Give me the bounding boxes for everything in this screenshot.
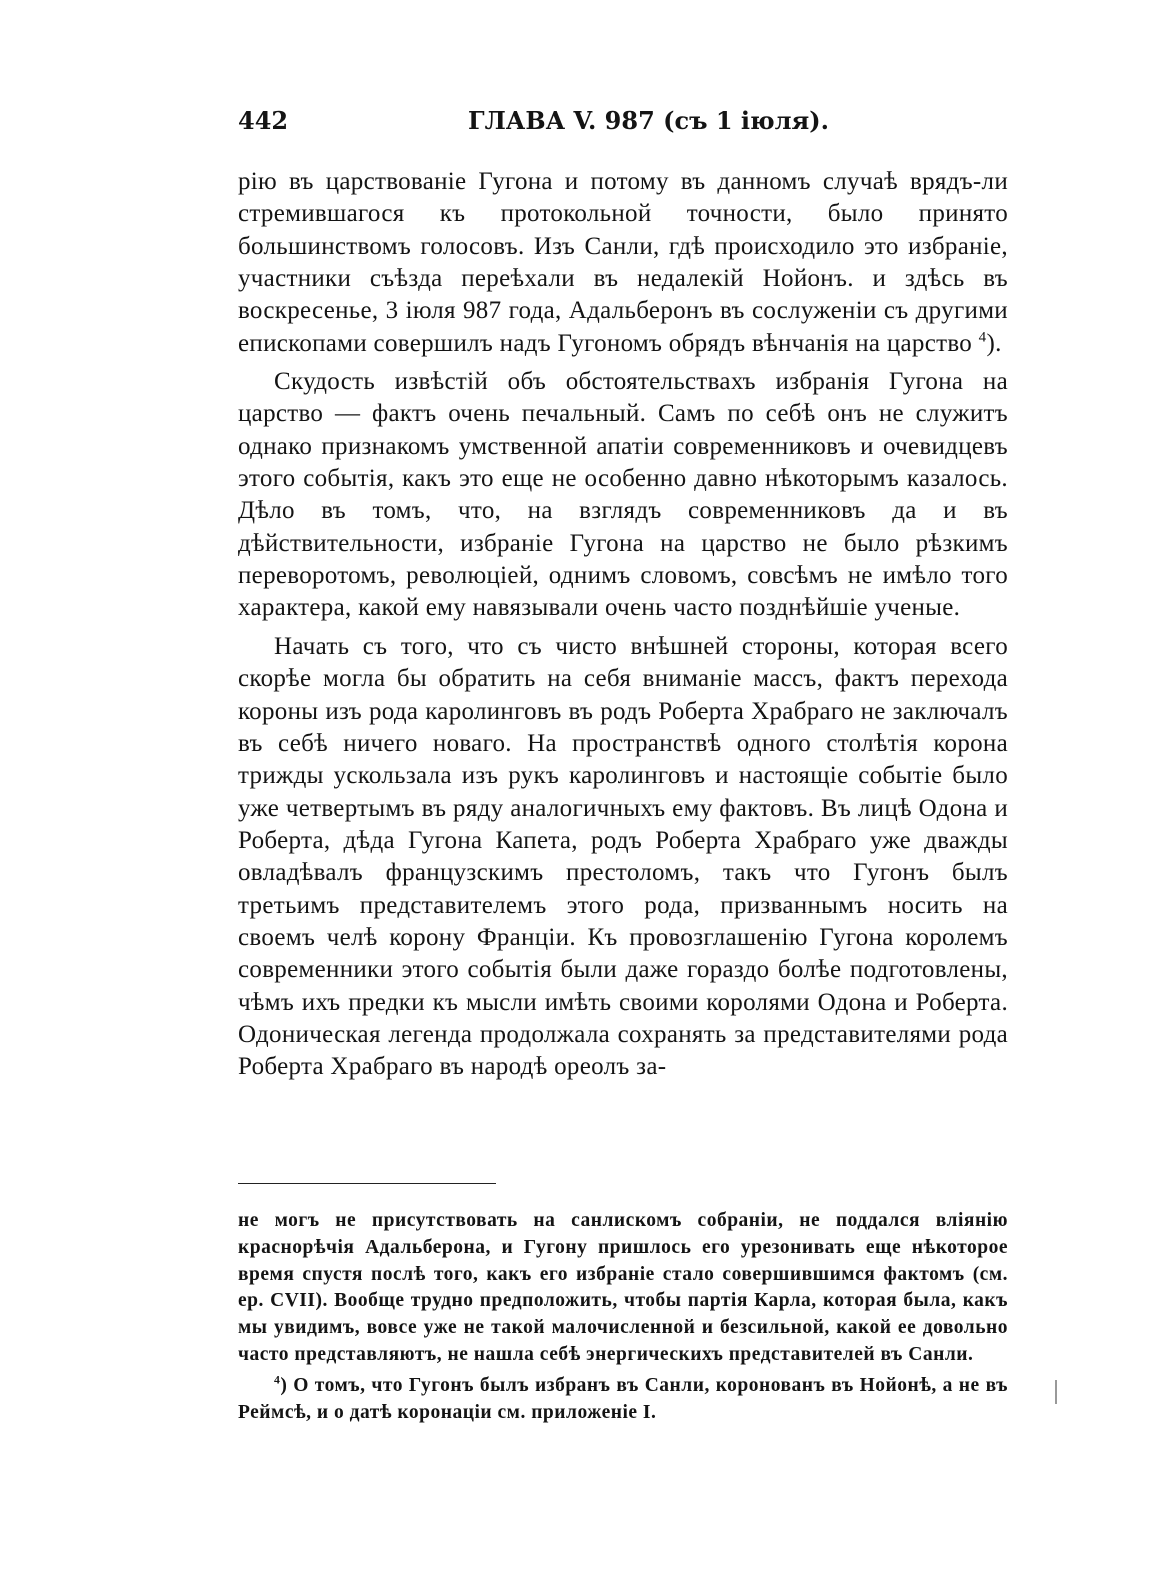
footnote-4-text: ) О томъ, что Гугонъ былъ избранъ въ Санли, коронованъ въ Нойонѣ, а не въ Реймсѣ, и о датѣ коронаціи см. приложеніе I. bbox=[238, 1374, 1008, 1423]
running-head: ГЛАВА V. 987 (съ 1 іюля). bbox=[468, 106, 829, 135]
footnote-ref-4: 4 bbox=[978, 329, 987, 346]
paragraph-1 bbox=[238, 166, 1008, 360]
footnote-continuation: не могъ не присутствовать на санлискомъ собраніи, не поддался вліянію краснорѣчія Адальберона, и Гугону пришлось его урезонивать еще нѣкоторое время спустя послѣ того, какъ его избраніе стало совершившимся фактомъ (см. ер. CVII). Вообще трудно предположить, чтобы партія Карла, которая была, какъ мы увидимъ, вовсе уже не такой малочисленной и безсильной, какой ее довольно часто представляютъ, не нашла себѣ энергическихъ представителей въ Санли. bbox=[238, 1210, 1008, 1365]
footnote-4-marker: 4 bbox=[274, 1373, 281, 1387]
paragraph-2: Скудость извѣстій объ обстоятельствахъ избранія Гугона на царство — фактъ очень печальный. Самъ по себѣ онъ не служитъ однако признакомъ умственной апатіи современниковъ и очевидцевъ этого событія, какъ это еще не особенно давно нѣкоторымъ казалось. Дѣло въ томъ, что, на взглядъ современниковъ да и въ дѣйствительности, избраніе Гугона на царство не было рѣзкимъ переворотомъ, революціей, однимъ словомъ, совсѣмъ не имѣло того характера, какой ему навязывали очень часто позднѣйшіе ученые. bbox=[238, 368, 1008, 622]
margin-mark bbox=[1055, 1380, 1057, 1404]
main-text bbox=[238, 166, 1008, 1084]
footnotes bbox=[238, 1208, 1008, 1426]
footnote-separator bbox=[238, 1183, 496, 1184]
page-number: 442 bbox=[238, 106, 289, 135]
paragraph-3: Начать съ того, что съ чисто внѣшней стороны, которая всего скорѣе могла бы обратить на себя вниманіе массъ, фактъ перехода короны изъ рода каролинговъ въ родъ Роберта Храбраго не заключалъ въ себѣ ничего новаго. На пространствѣ одного столѣтія корона трижды ускользала изъ рукъ каролинговъ и настоящіе событіе было уже четвертымъ въ ряду аналогичныхъ ему фактовъ. Въ лицѣ Одона и Роберта, дѣда Гугона Капета, родъ Роберта Храбраго уже дважды овладѣвалъ французскимъ престоломъ, такъ что Гугонъ былъ третьимъ представителемъ этого рода, призваннымъ носить на своемъ челѣ корону Франціи. Къ провозглашенію Гугона королемъ современники этого событія были даже гораздо болѣе подготовлены, чѣмъ ихъ предки къ мысли имѣть своими королями Одона и Роберта. Одоническая легенда продолжала сохранять за представителями рода Роберта Храбраго въ народѣ ореолъ за- bbox=[238, 632, 1008, 1081]
page-header bbox=[238, 106, 1008, 146]
footnote-ref-tail: ). bbox=[986, 329, 1002, 357]
paragraph-1-text: рію въ царствованіе Гугона и потому въ данномъ случаѣ врядъ-ли стремившагося къ протокольной точности, было принято большинствомъ голосовъ. Изъ Санли, гдѣ происходило это избраніе, участники съѣзда переѣхали въ недалекій Нойонъ. и здѣсь въ воскресенье, 3 іюля 987 года, Адальберонъ въ сослуженіи съ другими епископами совершилъ надъ Гугономъ обрядъ вѣнчанія на царство bbox=[238, 168, 1008, 357]
footnote-4 bbox=[238, 1373, 1008, 1427]
